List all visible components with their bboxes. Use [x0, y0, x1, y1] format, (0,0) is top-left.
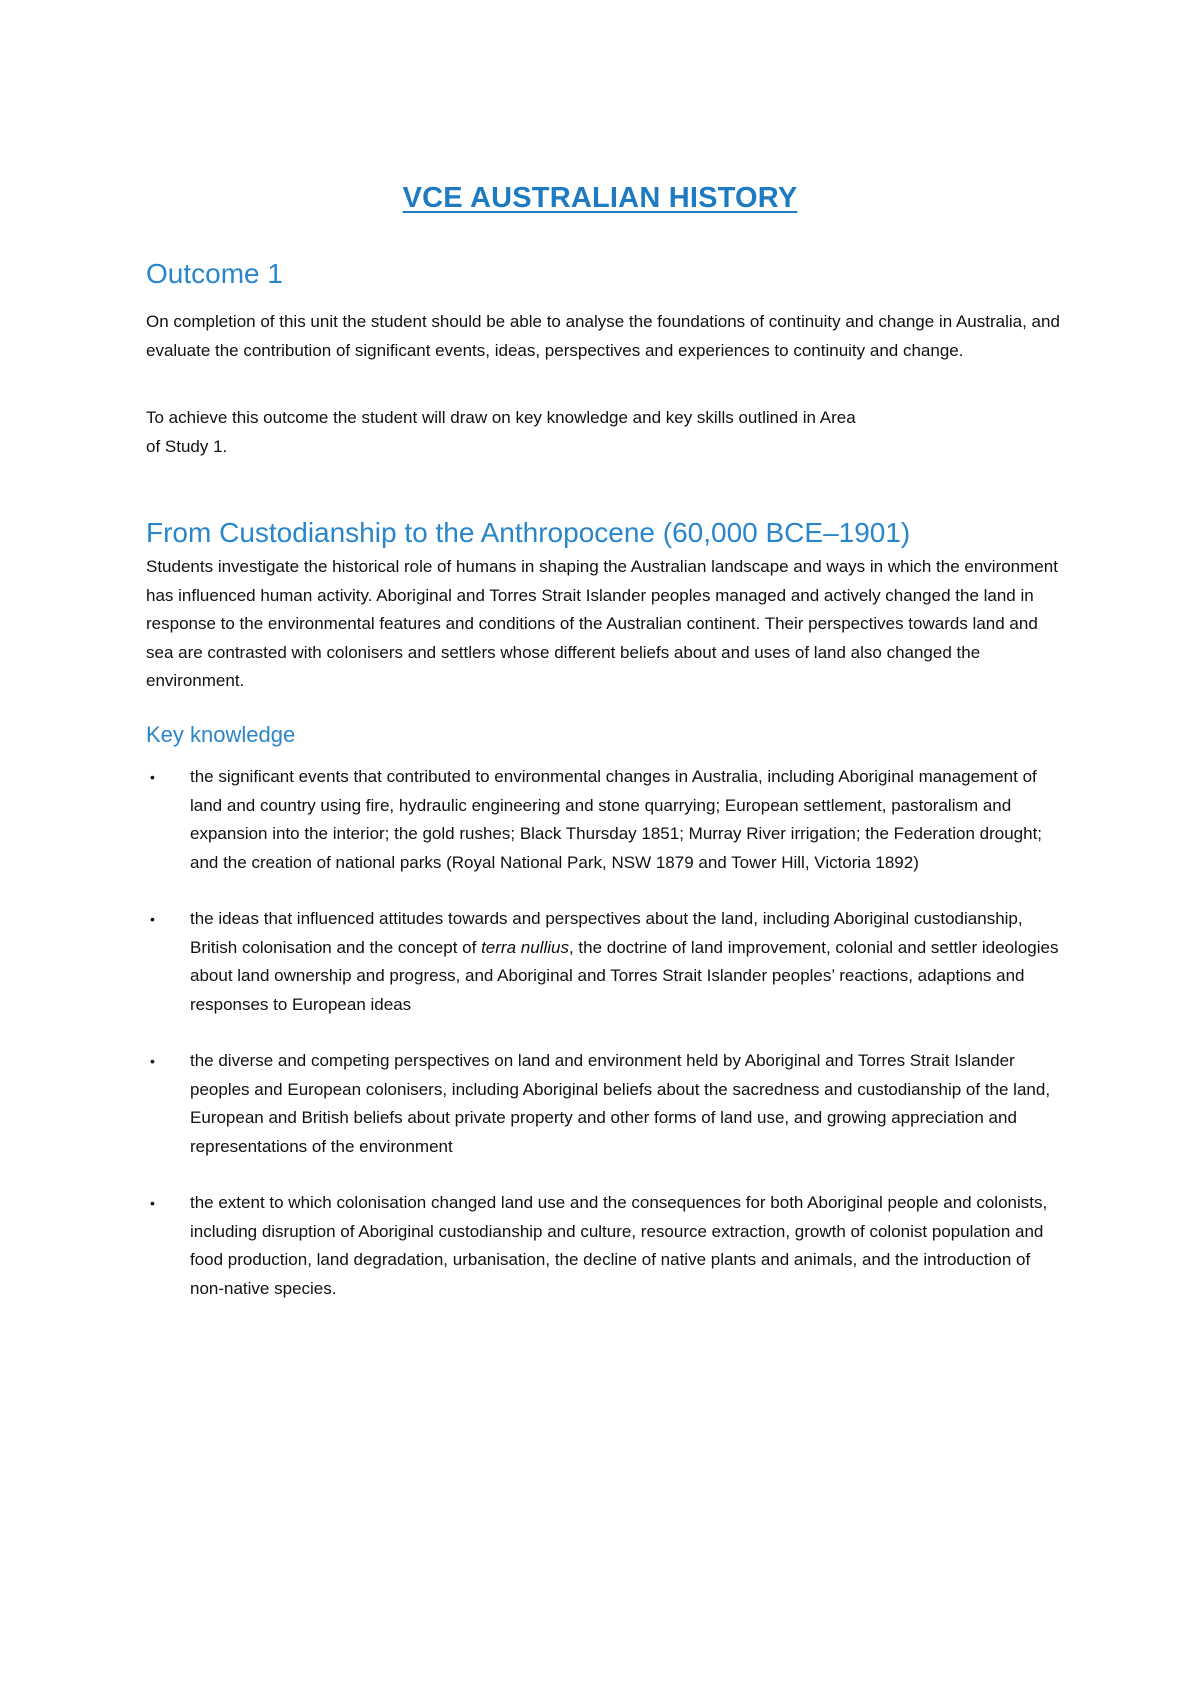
list-item-text: [190, 909, 1058, 1014]
list-item: [146, 763, 1066, 877]
key-knowledge-list: [146, 763, 1066, 1331]
section-paragraph: Students investigate the historical role of humans in shaping the Australian landscape and ways in which the environment has influenced human activity. Aboriginal and Torres Strait Islander peoples managed and actively changed the land in response to the environmental features and conditions of the Australian continent. Their perspectives towards land and sea are contrasted with colonisers and settlers whose different beliefs about and uses of land also changed the environment.: [146, 557, 1058, 690]
outcome-instruction-line1: To achieve this outcome the student will draw on key knowledge and key skills outlined in Area: [146, 408, 856, 427]
list-item-text: the diverse and competing perspectives on land and environment held by Aboriginal and Torres Strait Islander peoples and European colonisers, including Aboriginal beliefs about the sacredness and custodianship of the land, European and British beliefs about private property and other forms of land use, and growing appreciation and representations of the environment: [190, 1051, 1051, 1156]
bullet-icon: •: [150, 1195, 155, 1211]
bullet-icon: •: [150, 1053, 155, 1069]
list-item: [146, 905, 1066, 1019]
list-item-text: the significant events that contributed to environmental changes in Australia, including Aboriginal management of land and country using fire, hydraulic engineering and stone quarrying; European settlement, pastoralism and expansion into the interior; the gold rushes; Black Thursday 1851; Murray River irrigation; the Federation drought; and the creation of national parks (Royal National Park, NSW 1879 and Tower Hill, Victoria 1892): [190, 767, 1043, 872]
outcome-instruction: [146, 404, 1066, 461]
list-item-text: the extent to which colonisation changed land use and the consequences for both Aboriginal people and colonists, including disruption of Aboriginal custodianship and culture, resource extraction, growth of colonist population and food production, land degradation, urbanisation, the decline of native plants and animals, and the introduction of non-native species.: [190, 1193, 1048, 1298]
list-item-text-part: , the doctrine of land improvement, colonial and settler ideologies about land ownership and progress, and Aboriginal and Torres Strait Islander peoples’ reactions, adaptions and responses to European ideas: [190, 937, 1059, 1014]
key-knowledge-heading: Key knowledge: [146, 722, 296, 747]
list-item-text-part: the ideas that influenced attitudes towards and perspectives about the land, including Aboriginal custodianship, British colonisation and the concept of: [190, 909, 1023, 957]
list-item: [146, 1047, 1066, 1161]
outcome-paragraph: On completion of this unit the student should be able to analyse the foundations of continuity and change in Australia, and evaluate the contribution of significant events, ideas, perspectives and experiences to continuity and change.: [146, 312, 1060, 360]
bullet-icon: •: [150, 911, 155, 927]
outcome-instruction-line2: of Study 1.: [146, 436, 228, 456]
bullet-icon: •: [150, 769, 155, 785]
outcome-heading: Outcome 1: [146, 258, 283, 289]
list-item: [146, 1189, 1066, 1303]
section-heading: From Custodianship to the Anthropocene (60,000 BCE–1901): [146, 517, 911, 548]
document-title: VCE AUSTRALIAN HISTORY: [402, 182, 798, 214]
list-item-italic-term: terra nullius: [481, 937, 569, 957]
